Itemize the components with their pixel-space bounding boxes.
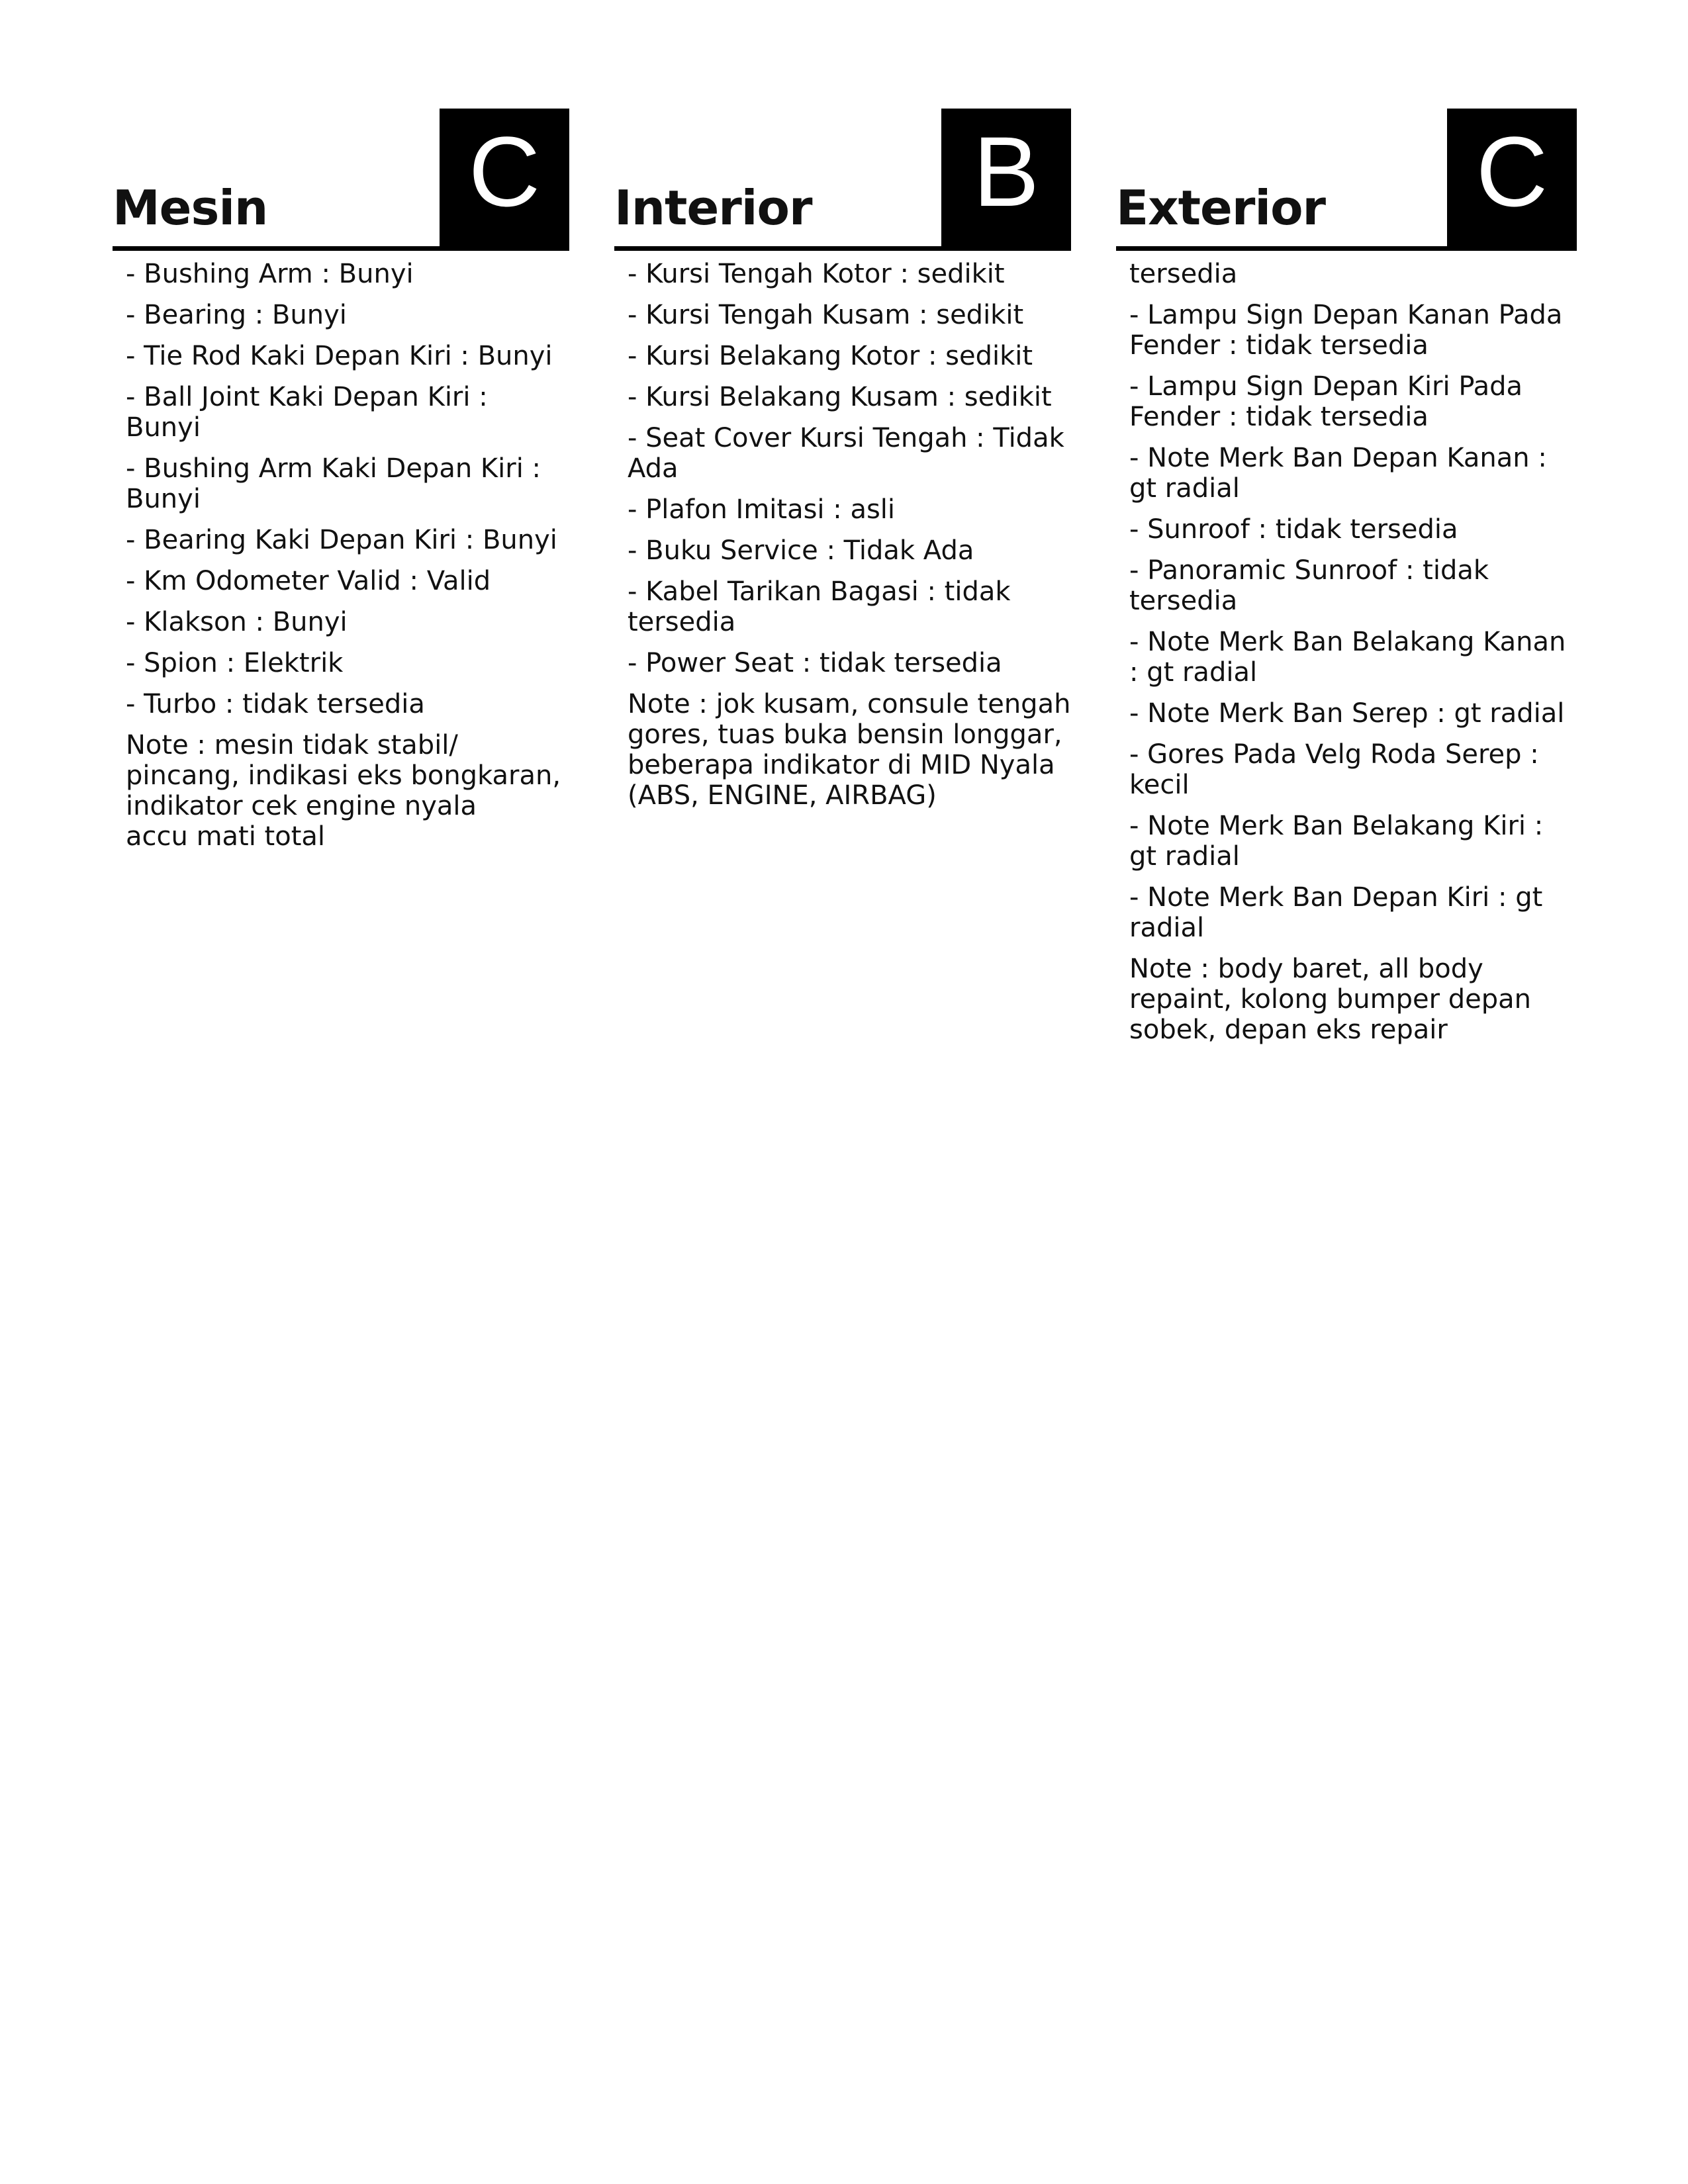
- list-item: - Km Odometer Valid : Valid: [126, 566, 491, 596]
- list-item: - Spion : Elektrik: [126, 648, 344, 678]
- header-divider: [113, 246, 569, 251]
- inspection-list: [1116, 251, 1577, 943]
- list-item: - Panoramic Sunroof : tidak tersedia: [1129, 555, 1489, 616]
- list-item: - Sunroof : tidak tersedia: [1129, 514, 1458, 545]
- section-interior: [614, 106, 1071, 811]
- header-divider: [614, 246, 1071, 251]
- list-item: - Tie Rod Kaki Depan Kiri : Bunyi: [126, 341, 553, 371]
- section-note: Note : mesin tidak stabil/ pincang, indikasi eks bongkaran, indikator cek engine nyala accu mati total: [126, 730, 561, 852]
- section-header: [113, 106, 569, 246]
- grade-badge: C: [1447, 109, 1577, 246]
- section-header: [1116, 106, 1577, 246]
- list-item: - Bearing : Bunyi: [126, 300, 347, 330]
- header-divider: [1116, 246, 1577, 251]
- list-item: - Klakson : Bunyi: [126, 607, 348, 637]
- list-item: - Bushing Arm Kaki Depan Kiri : Bunyi: [126, 453, 541, 514]
- list-item: - Lampu Sign Depan Kiri Pada Fender : tidak tersedia: [1129, 371, 1523, 432]
- inspection-list: [614, 251, 1071, 678]
- grade-badge: B: [941, 109, 1071, 246]
- list-item: - Plafon Imitasi : asli: [628, 494, 896, 525]
- list-item: - Lampu Sign Depan Kanan Pada Fender : tidak tersedia: [1129, 300, 1563, 361]
- section-title: Interior: [614, 180, 812, 236]
- list-item: - Note Merk Ban Belakang Kiri : gt radial: [1129, 811, 1544, 872]
- list-item: - Seat Cover Kursi Tengah : Tidak Ada: [628, 423, 1064, 484]
- list-item: - Kursi Belakang Kusam : sedikit: [628, 382, 1052, 412]
- list-item: - Gores Pada Velg Roda Serep : kecil: [1129, 739, 1539, 800]
- section-mesin: [113, 106, 569, 852]
- list-item: - Turbo : tidak tersedia: [126, 689, 425, 719]
- section-title: Exterior: [1116, 180, 1326, 236]
- section-title: Mesin: [113, 180, 268, 236]
- grade-badge: C: [440, 109, 569, 246]
- section-note: Note : body baret, all body repaint, kolong bumper depan sobek, depan eks repair: [1129, 954, 1532, 1045]
- inspection-list: [113, 251, 569, 719]
- list-item: - Ball Joint Kaki Depan Kiri : Bunyi: [126, 382, 488, 443]
- list-item: - Note Merk Ban Depan Kiri : gt radial: [1129, 882, 1543, 943]
- list-item: - Kursi Tengah Kusam : sedikit: [628, 300, 1024, 330]
- section-exterior: [1116, 106, 1577, 1045]
- list-item: - Power Seat : tidak tersedia: [628, 648, 1002, 678]
- list-item: - Kabel Tarikan Bagasi : tidak tersedia: [628, 576, 1011, 637]
- list-item: - Bearing Kaki Depan Kiri : Bunyi: [126, 525, 557, 555]
- list-item: - Note Merk Ban Serep : gt radial: [1129, 698, 1565, 729]
- section-note: Note : jok kusam, consule tengah gores, tuas buka bensin longgar, beberapa indikator di MID Nyala (ABS, ENGINE, AIRBAG): [628, 689, 1071, 811]
- list-item: - Buku Service : Tidak Ada: [628, 535, 974, 566]
- section-header: [614, 106, 1071, 246]
- list-item: - Kursi Belakang Kotor : sedikit: [628, 341, 1033, 371]
- list-item: - Note Merk Ban Depan Kanan : gt radial: [1129, 443, 1547, 504]
- list-item: - Bushing Arm : Bunyi: [126, 259, 414, 289]
- list-item: tersedia: [1129, 259, 1238, 289]
- list-item: - Note Merk Ban Belakang Kanan : gt radial: [1129, 627, 1566, 688]
- list-item: - Kursi Tengah Kotor : sedikit: [628, 259, 1005, 289]
